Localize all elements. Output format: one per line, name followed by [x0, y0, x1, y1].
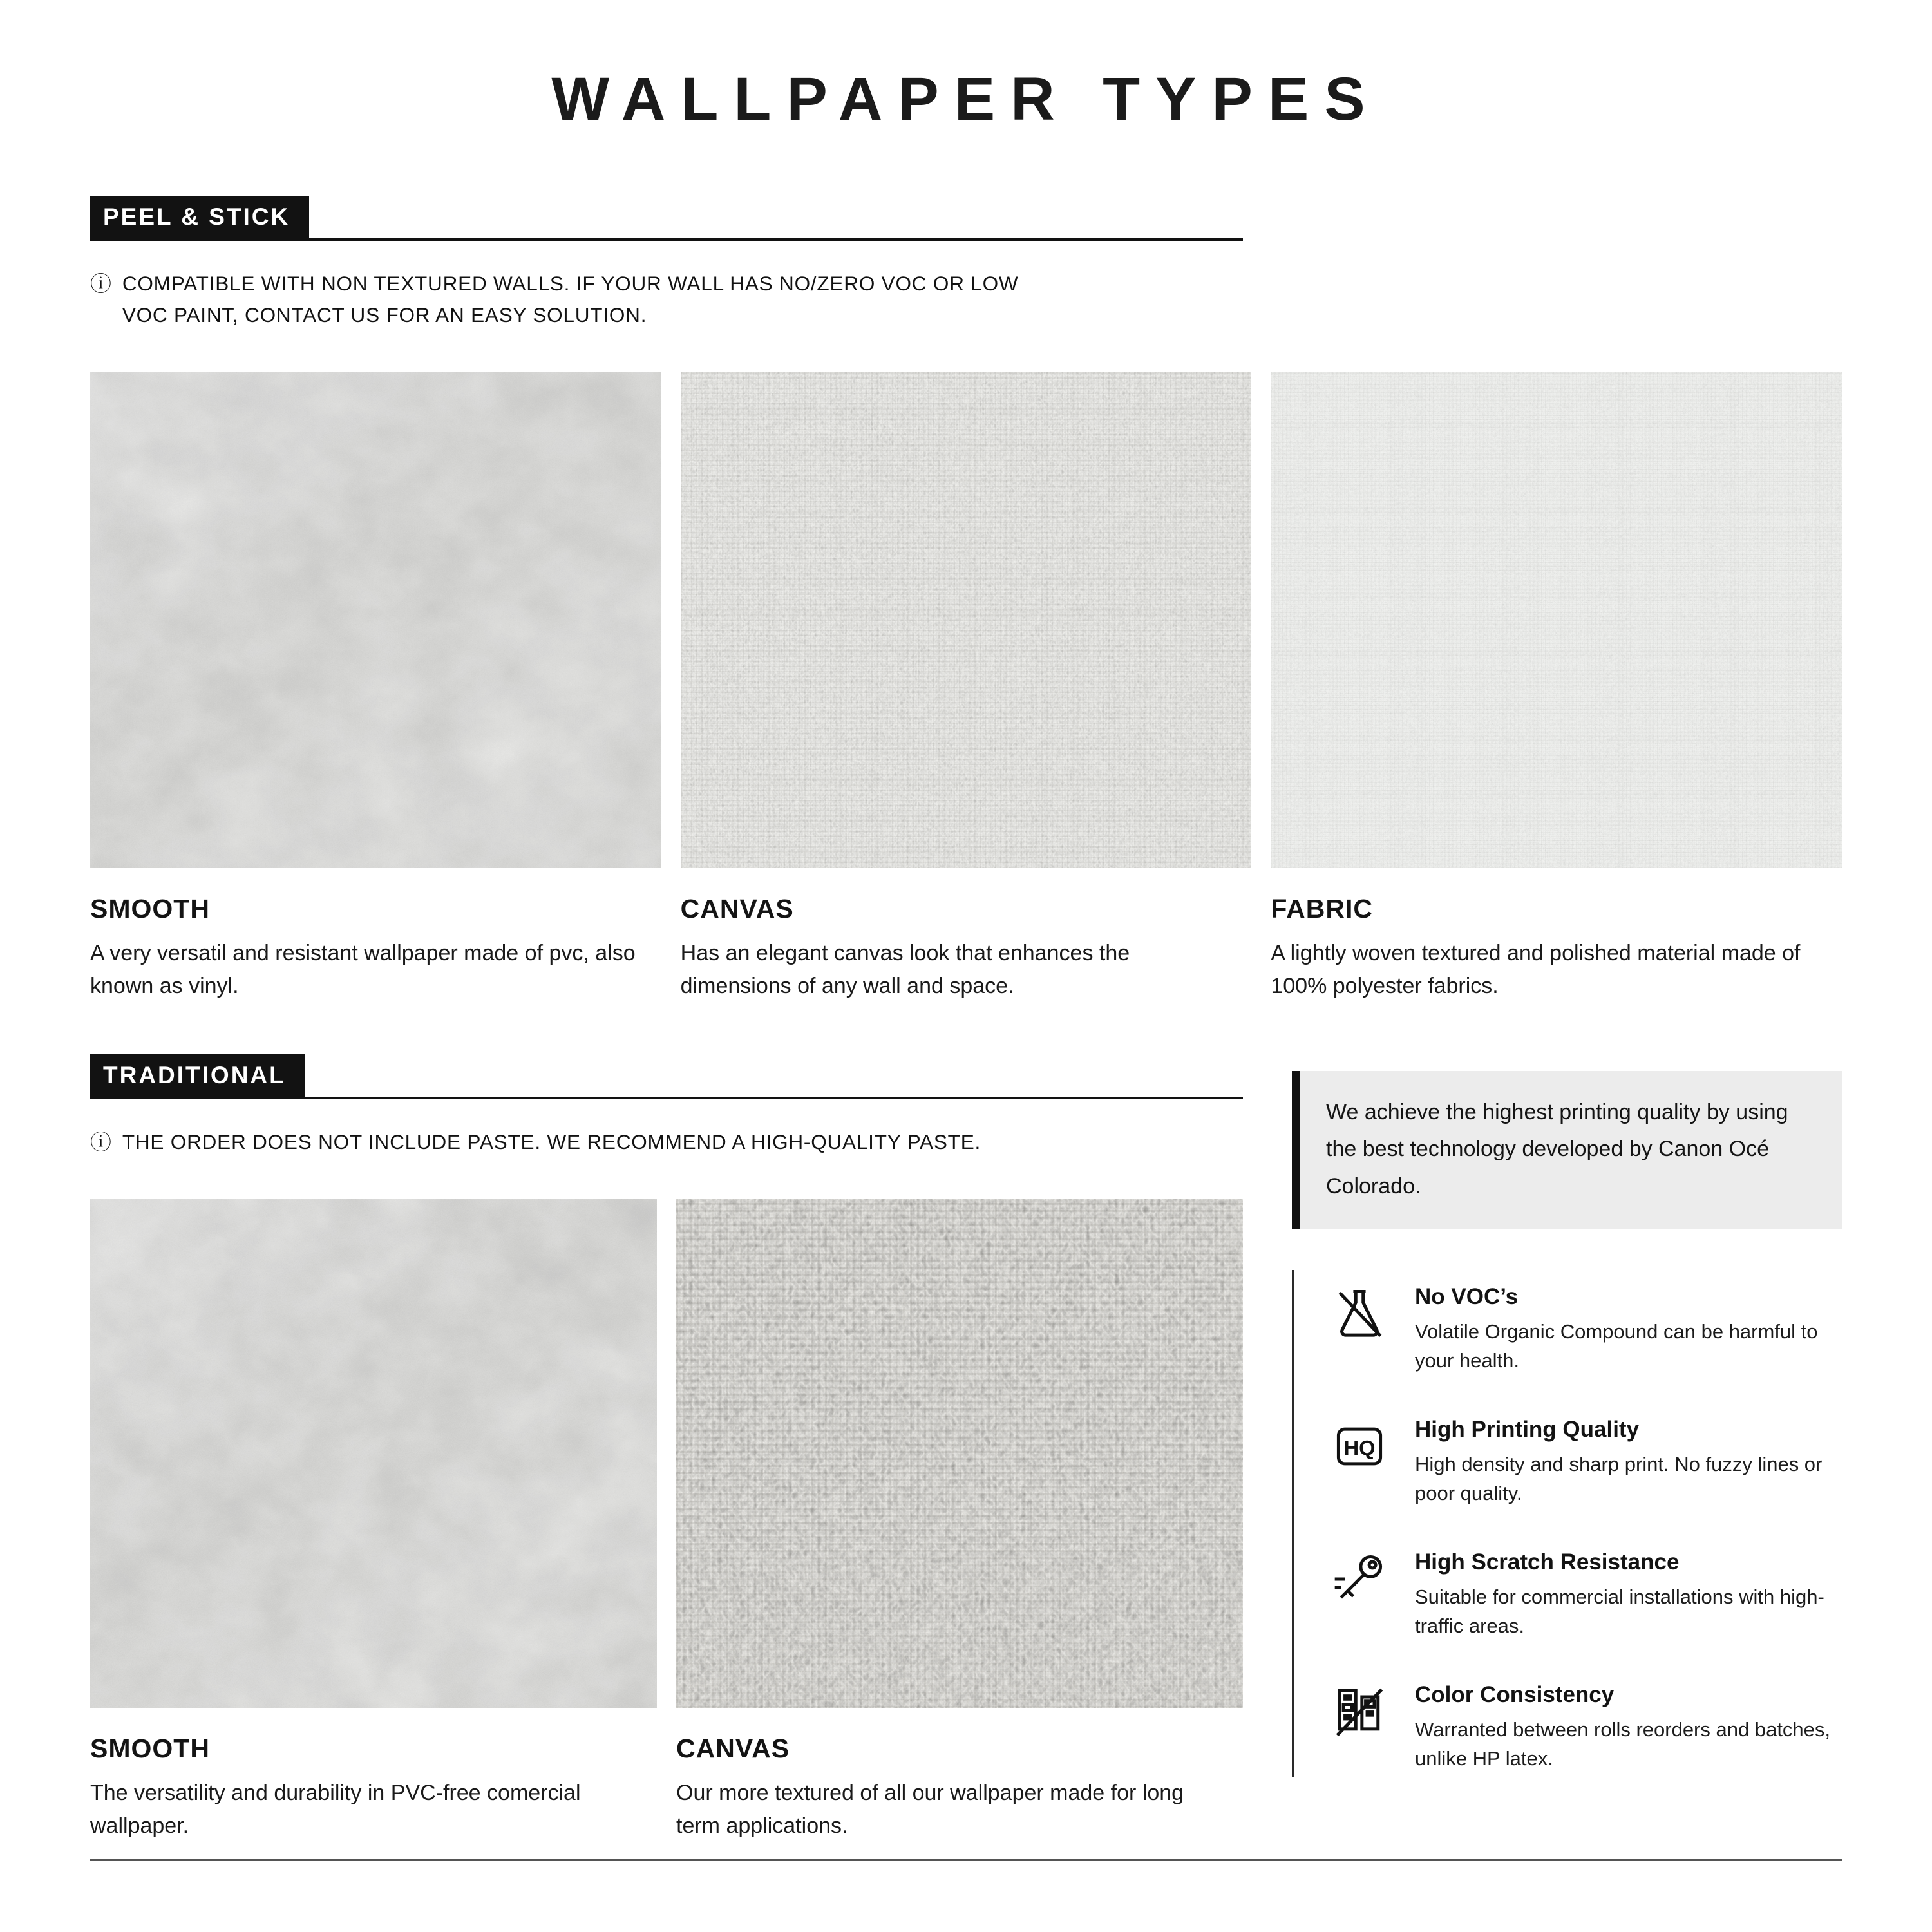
swatch-title: SMOOTH [90, 893, 210, 923]
traditional-swatch-row [90, 1199, 1243, 1842]
peel-stick-section-label: PEEL & STICK [90, 196, 309, 238]
feature-high-scratch-resistance [1330, 1549, 1842, 1641]
footer-divider [90, 1859, 1842, 1861]
canvas-texture-noise [681, 372, 1252, 868]
quality-panel [1292, 1054, 1842, 1777]
traditional-note-text: THE ORDER DOES NOT INCLUDE PASTE. WE RECOMMEND A HIGH-QUALITY PASTE. [122, 1130, 981, 1153]
quality-highlight: We achieve the highest printing quality by using the best technology developed by Canon Océ Colorado. [1292, 1071, 1842, 1229]
quality-features [1292, 1270, 1842, 1777]
feature-color-consistency [1330, 1682, 1842, 1774]
swatch-description: A very versatil and resistant wallpaper made of pvc, also known as vinyl. [90, 940, 636, 998]
traditional-section-label: TRADITIONAL [90, 1054, 305, 1097]
section-traditional [90, 1054, 1243, 1843]
bottom-columns [90, 1054, 1842, 1843]
swatch-description: Has an elegant canvas look that enhances the dimensions of any wall and space. [680, 940, 1130, 998]
info-icon: ⓘ [90, 272, 112, 296]
swatch-title: CANVAS [680, 893, 794, 923]
feature-text [1415, 1549, 1842, 1641]
texture-image-trad-canvas [676, 1199, 1243, 1708]
peel-stick-header-rule [90, 196, 1243, 241]
traditional-note [90, 1126, 1024, 1159]
swatch-card-peel-fabric [1271, 372, 1842, 1003]
swatch-description: Our more textured of all our wallpaper made for long term applications. [676, 1781, 1184, 1839]
fabric-texture-noise [1271, 372, 1842, 868]
smooth-texture-noise [90, 372, 661, 868]
feature-no-voc [1330, 1284, 1842, 1376]
no-voc-icon [1330, 1284, 1389, 1343]
feature-title: High Scratch Resistance [1415, 1549, 1680, 1575]
swatch-title: SMOOTH [90, 1734, 210, 1764]
swatch-card-peel-smooth [90, 372, 661, 1003]
feature-description: Suitable for commercial installations with high-traffic areas. [1415, 1585, 1824, 1637]
traditional-header-rule [90, 1054, 1243, 1099]
feature-title: High Printing Quality [1415, 1416, 1640, 1442]
section-peel-stick [90, 196, 1842, 1003]
texture-image-canvas [681, 372, 1252, 868]
swatch-description: The versatility and durability in PVC-free comercial wallpaper. [90, 1781, 581, 1839]
swatch-title: CANVAS [676, 1734, 790, 1764]
texture-image-fabric [1271, 372, 1842, 868]
hq-icon [1330, 1417, 1389, 1476]
feature-text [1415, 1417, 1842, 1508]
color-swatch-icon [1330, 1682, 1389, 1741]
feature-title: Color Consistency [1415, 1681, 1615, 1707]
svg-text:HQ: HQ [1343, 1436, 1376, 1460]
page-title: WALLPAPER TYPES [551, 65, 1381, 133]
peel-stick-swatch-row [90, 372, 1842, 1003]
peel-stick-note [90, 268, 1024, 331]
feature-text [1415, 1284, 1842, 1376]
swatch-card-trad-canvas [676, 1199, 1243, 1842]
feature-text [1415, 1682, 1842, 1774]
feature-high-printing-quality [1330, 1417, 1842, 1508]
feature-title: No VOC’s [1415, 1284, 1519, 1310]
feature-description: High density and sharp print. No fuzzy lines or poor quality. [1415, 1452, 1823, 1504]
texture-image-trad-smooth [90, 1199, 657, 1708]
info-icon: ⓘ [90, 1130, 112, 1154]
swatch-card-peel-canvas [681, 372, 1252, 1003]
smooth-texture-noise [90, 1199, 657, 1708]
peel-stick-note-text: COMPATIBLE WITH NON TEXTURED WALLS. IF YOUR WALL HAS NO/ZERO VOC OR LOW VOC PAINT, CONTACT US FOR AN EASY SOLUTION. [122, 272, 1019, 327]
rough-canvas-texture-noise [676, 1199, 1243, 1708]
feature-description: Volatile Organic Compound can be harmful to your health. [1415, 1320, 1818, 1372]
swatch-title: FABRIC [1271, 893, 1373, 923]
texture-image-smooth [90, 372, 661, 868]
swatch-card-trad-smooth [90, 1199, 657, 1842]
key-icon [1330, 1549, 1389, 1609]
feature-description: Warranted between rolls reorders and batches, unlike HP latex. [1415, 1718, 1831, 1770]
swatch-description: A lightly woven textured and polished material made of 100% polyester fabrics. [1271, 940, 1801, 998]
